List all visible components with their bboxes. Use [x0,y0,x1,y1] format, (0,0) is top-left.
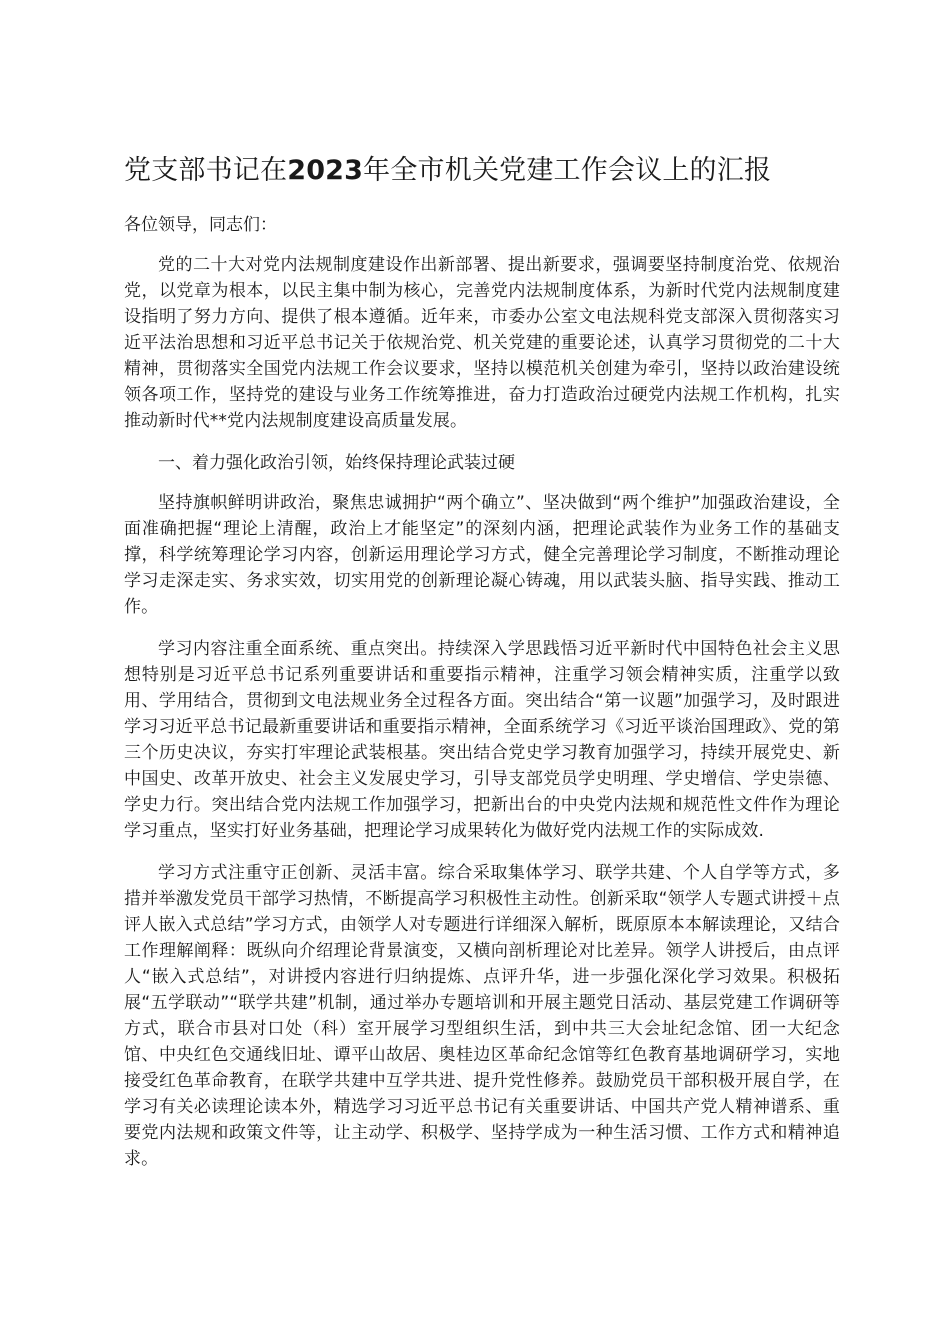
section-paragraph: 学习方式注重守正创新、灵活丰富。综合采取集体学习、联学共建、个人自学等方式，多措并举激发党员干部学习热情，不断提高学习积极性主动性。创新采取“领学人专题式讲授＋点评人嵌入式总结”学习方式，由领学人对专题进行详细深入解析，既原原本本解读理论，又结合工作理解阐释：既纵向介绍理论背景演变，又横向剖析理论对比差异。领学人讲授后，由点评人“嵌入式总结”，对讲授内容进行归纳提炼、点评升华，进一步强化深化学习效果。积极拓展“五学联动”“联学共建”机制，通过举办专题培训和开展主题党日活动、基层党建工作调研等方式，联合市县对口处（科）室开展学习型组织生活，到中共三大会址纪念馆、团一大纪念馆、中央红色交通线旧址、谭平山故居、奥桂边区革命纪念馆等红色教育基地调研学习，实地接受红色革命教育，在联学共建中互学共进、提升党性修养。鼓励党员干部积极开展自学，在学习有关必读理论读本外，精选学习习近平总书记有关重要讲话、中国共产党人精神谱系、重要党内法规和政策文件等，让主动学、积极学、坚持学成为一种生活习惯、工作方式和精神追求。 [124,863,840,1169]
section-heading: 一、着力强化政治引领，始终保持理论武装过硬 [158,453,515,473]
intro-paragraph: 党的二十大对党内法规制度建设作出新部署、提出新要求，强调要坚持制度治党、依规治党，以党章为根本，以民主集中制为核心，完善党内法规制度体系，为新时代党内法规制度建设指明了努力方向、提供了根本遵循。近年来，市委办公室文电法规科党支部深入贯彻落实习近平法治思想和习近平总书记关于依规治党、机关党建的重要论述，认真学习贯彻党的二十大精神，贯彻落实全国党内法规工作会议要求，坚持以模范机关创建为牵引，坚持以政治建设统领各项工作，坚持党的建设与业务工作统筹推进，奋力打造政治过硬党内法规工作机构，扎实推动新时代**党内法规制度建设高质量发展。 [124,255,840,431]
document-title [124,150,840,192]
document-page [124,150,840,1188]
title-suffix: 年全市机关党建工作会议上的汇报 [363,155,772,186]
title-year: 2023 [287,155,364,186]
section-paragraph: 坚持旗帜鲜明讲政治，聚焦忠诚拥护“两个确立”、坚决做到“两个维护”加强政治建设，全面准确把握“理论上清醒，政治上才能坚定”的深刻内涵，把理论武装作为业务工作的基础支撑，科学统筹理论学习内容，创新运用理论学习方式，健全完善理论学习制度，不断推动理论学习走深走实、务求实效，切实用党的创新理论凝心铸魂，用以武装头脑、指导实践、推动工作。 [124,493,840,617]
salutation: 各位领导，同志们： [124,215,277,235]
section-paragraph: 学习内容注重全面系统、重点突出。持续深入学思践悟习近平新时代中国特色社会主义思想特别是习近平总书记系列重要讲话和重要指示精神，注重学习领会精神实质，注重学以致用、学用结合，贯彻到文电法规业务全过程各方面。突出结合“第一议题”加强学习，及时跟进学习习近平总书记最新重要讲话和重要指示精神，全面系统学习《习近平谈治国理政》、党的第三个历史决议，夯实打牢理论武装根基。突出结合党史学习教育加强学习，持续开展党史、新中国史、改革开放史、社会主义发展史学习，引导支部党员学史明理、学史增信、学史崇德、学史力行。突出结合党内法规工作加强学习，把新出台的中央党内法规和规范性文件作为理论学习重点，坚实打好业务基础，把理论学习成果转化为做好党内法规工作的实际成效. [124,639,840,841]
title-prefix: 党支部书记在 [124,155,288,186]
